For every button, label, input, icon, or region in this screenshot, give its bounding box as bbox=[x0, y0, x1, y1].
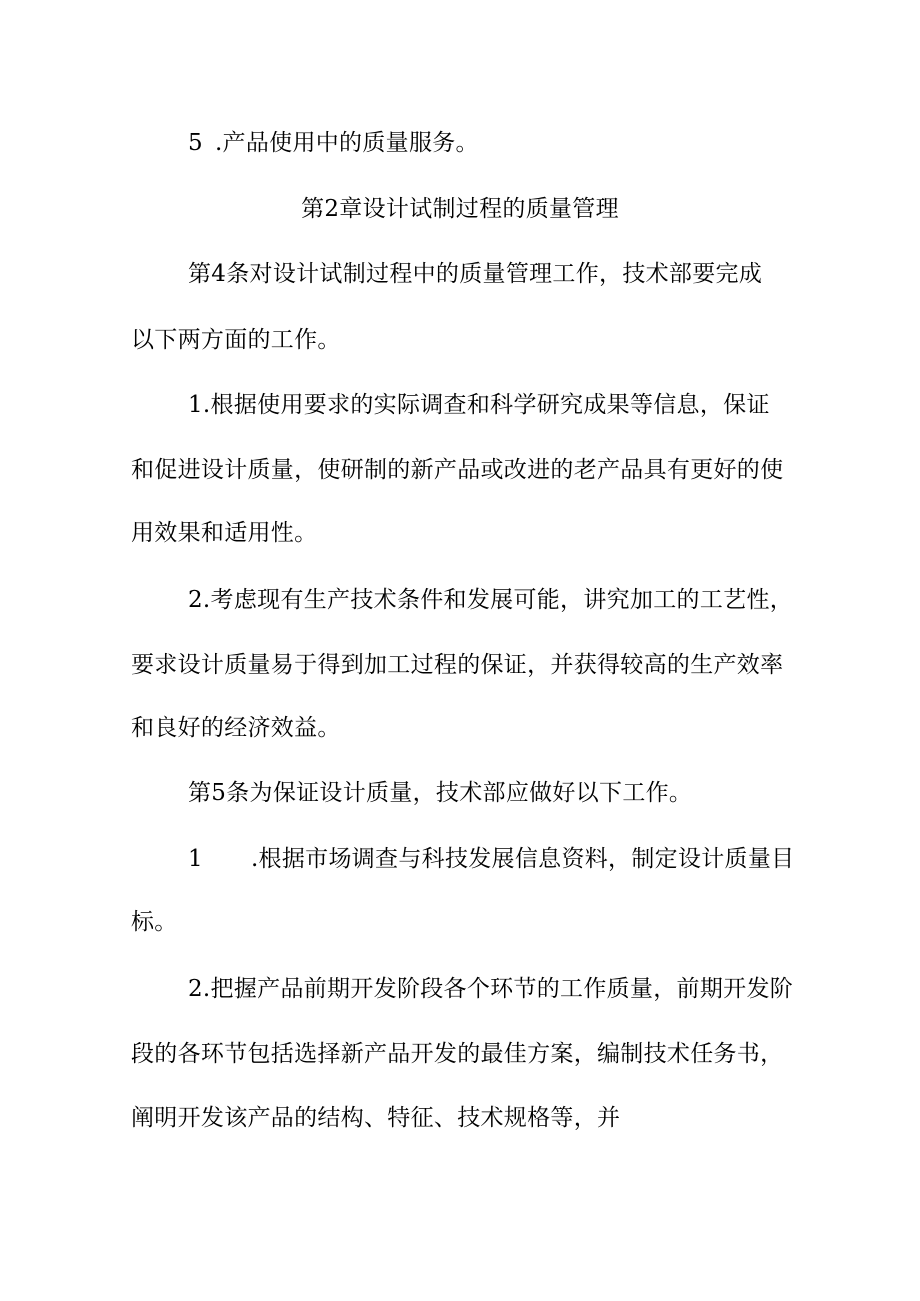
article-5-line-1: 第5条为保证设计质量，技术部应做好以下工作。 bbox=[188, 780, 693, 806]
item-5-2-line-3: 阐明开发该产品的结构、特征、技术规格等，并 bbox=[131, 1105, 621, 1131]
item-5-1-line-1 bbox=[188, 844, 794, 874]
item-5-2-line-2: 段的各环节包括选择新产品开发的最佳方案，编制技术任务书， bbox=[131, 1041, 784, 1067]
item-number: 1 bbox=[188, 846, 203, 872]
item-4-1-line-1: 1.根据使用要求的实际调查和科学研究成果等信息，保证 bbox=[188, 392, 770, 418]
article-4-line-2: 以下两方面的工作。 bbox=[131, 327, 341, 353]
item-text: .产品使用中的质量服务。 bbox=[214, 130, 479, 156]
item-4-2-line-2: 要求设计质量易于得到加工过程的保证，并获得较高的生产效率 bbox=[131, 652, 784, 678]
item-4-2-line-3: 和良好的经济效益。 bbox=[131, 715, 341, 741]
article-4-line-1: 第4条对设计试制过程中的质量管理工作，技术部要完成 bbox=[188, 261, 763, 287]
paragraph-item-5 bbox=[188, 128, 479, 158]
item-5-1-line-2: 标。 bbox=[131, 909, 178, 935]
item-4-1-line-3: 用效果和适用性。 bbox=[131, 520, 318, 546]
chapter-heading: 第2章设计试制过程的质量管理 bbox=[301, 196, 619, 222]
item-number: 5 bbox=[188, 130, 203, 156]
item-text: .根据市场调查与科技发展信息资料，制定设计质量目 bbox=[250, 846, 795, 872]
item-5-2-line-1: 2.把握产品前期开发阶段各个环节的工作质量，前期开发阶 bbox=[188, 976, 794, 1002]
item-4-2-line-1: 2.考虑现有生产技术条件和发展可能，讲究加工的工艺性， bbox=[188, 587, 794, 613]
item-4-1-line-2: 和促进设计质量，使研制的新产品或改进的老产品具有更好的使 bbox=[131, 457, 784, 483]
